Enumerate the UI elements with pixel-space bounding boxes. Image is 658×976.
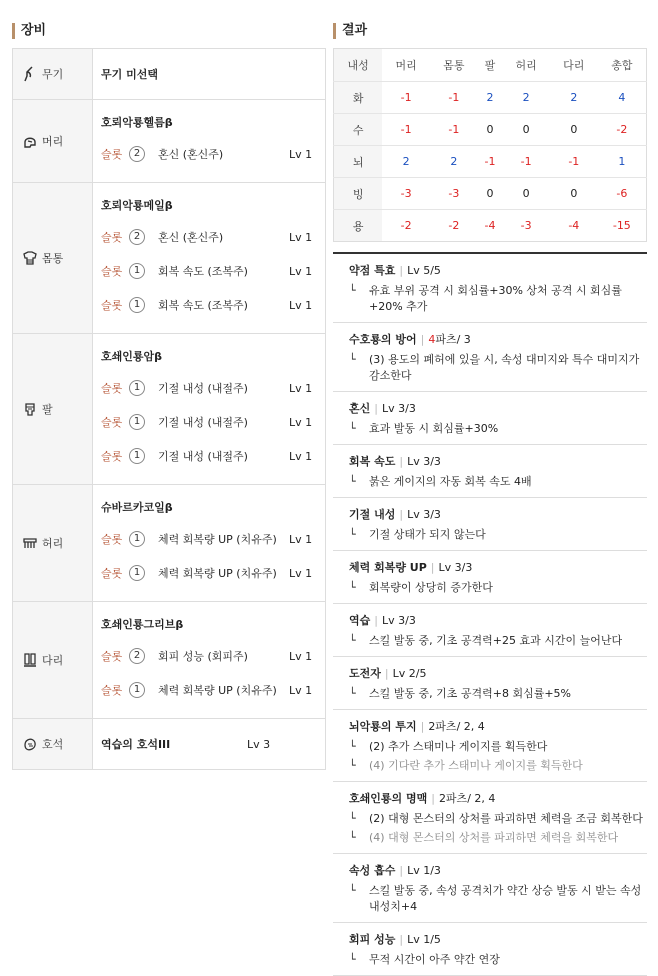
- skill-item: [333, 854, 647, 923]
- slot-skill: 회복 속도 (조복주): [158, 265, 248, 278]
- resistance-value: 2: [430, 146, 478, 178]
- skill-separator: |: [399, 455, 404, 468]
- slot-lv: Lv 1: [289, 147, 313, 161]
- skill-level: Lv 3/3: [438, 561, 473, 574]
- slot-skill: 회피 성능 (회피주): [158, 650, 248, 663]
- slot-level-badge: 2: [129, 229, 145, 245]
- skill-name: 약점 특효: [349, 264, 396, 277]
- equip-head-weapon: [13, 49, 93, 99]
- skill-description-text: 유효 부위 공격 시 회심률+30% 상처 공격 시 회심률+20% 추가: [369, 284, 622, 313]
- skill-description: [349, 739, 647, 755]
- slot-label: 슬롯: [101, 416, 123, 429]
- corner-arrow-icon: └: [349, 831, 356, 844]
- equip-row-arm[interactable]: [13, 334, 325, 485]
- corner-arrow-icon: └: [349, 353, 356, 366]
- leg-label: 다리: [42, 654, 64, 667]
- resistance-value: -2: [598, 114, 647, 146]
- gauntlet-icon: [21, 400, 39, 418]
- slot-level-badge: 1: [129, 531, 145, 547]
- slot-level-badge: 1: [129, 565, 145, 581]
- skill-header: [349, 262, 647, 280]
- body-label: 몸통: [42, 252, 64, 265]
- skill-description: [349, 952, 647, 968]
- resistance-value: 0: [502, 178, 550, 210]
- slot-level-badge: 1: [129, 414, 145, 430]
- skill-description: [349, 633, 647, 649]
- slot-lv: Lv 1: [289, 298, 313, 312]
- skill-item: [333, 604, 647, 657]
- equipment-title: 장비: [12, 22, 46, 40]
- skill-description: [349, 352, 647, 384]
- corner-arrow-icon: └: [349, 884, 356, 897]
- skill-separator: |: [431, 792, 435, 805]
- skill-description-text: (2) 추가 스태미나 게이지를 획득한다: [369, 740, 548, 753]
- result-title: 결과: [333, 22, 367, 40]
- corner-arrow-icon: └: [349, 812, 356, 825]
- equip-row-body[interactable]: [13, 183, 325, 334]
- resistance-value: -1: [478, 146, 503, 178]
- skill-name: 혼신: [349, 402, 371, 415]
- skill-separator: |: [374, 402, 378, 415]
- header-body: 몸통: [430, 49, 478, 82]
- corner-arrow-icon: └: [349, 687, 356, 700]
- skill-item: [333, 254, 647, 323]
- resistance-table: [333, 48, 647, 242]
- skill-description: [349, 830, 647, 846]
- slot-label: 슬롯: [101, 567, 123, 580]
- slot-line[interactable]: [101, 522, 325, 556]
- slot-label: 슬롯: [101, 382, 123, 395]
- resistance-value: -1: [550, 146, 598, 178]
- equip-row-leg[interactable]: [13, 602, 325, 719]
- header-waist: 허리: [502, 49, 550, 82]
- slot-label: 슬롯: [101, 299, 123, 312]
- arm-label: 팔: [42, 403, 53, 416]
- slot-lv: Lv 1: [289, 264, 313, 278]
- skill-description-text: (2) 대형 몬스터의 상처를 파괴하면 체력을 조금 회복한다: [369, 812, 643, 825]
- skill-item: [333, 392, 647, 445]
- resistance-value: -4: [550, 210, 598, 242]
- slot-line[interactable]: [101, 405, 325, 439]
- skill-parts-count: 4: [428, 333, 436, 346]
- skill-level: Lv 3/3: [407, 455, 441, 468]
- skill-name: 속성 흡수: [349, 864, 396, 877]
- skill-item: [333, 657, 647, 710]
- skill-description-text: 회복량이 상당히 증가한다: [369, 581, 493, 594]
- skill-description-text: 붉은 게이지의 자동 회복 속도 4배: [369, 475, 532, 488]
- weapon-icon: [21, 65, 39, 83]
- equip-head-waist: [13, 485, 93, 601]
- resistance-row: [334, 146, 647, 178]
- slot-line[interactable]: [101, 439, 325, 473]
- slot-lv: Lv 1: [289, 532, 313, 546]
- skill-level: 파츠/ 3: [435, 333, 471, 346]
- skill-name: 회피 성능: [349, 933, 396, 946]
- head-label: 머리: [42, 135, 64, 148]
- waist-armor-name[interactable]: 슈바르카코일β: [101, 501, 173, 514]
- waist-label: 허리: [42, 537, 64, 550]
- slot-line[interactable]: [101, 137, 325, 171]
- resistance-value: -2: [430, 210, 478, 242]
- header-arm: 팔: [478, 49, 503, 82]
- skill-description: [349, 580, 647, 596]
- corner-arrow-icon: └: [349, 759, 356, 772]
- equip-row-waist[interactable]: [13, 485, 325, 602]
- resistance-value: 2: [550, 82, 598, 114]
- skill-level: Lv 1/5: [407, 933, 441, 946]
- resistance-value: 0: [478, 114, 503, 146]
- skill-description: [349, 527, 647, 543]
- corner-arrow-icon: └: [349, 634, 356, 647]
- slot-label: 슬롯: [101, 265, 123, 278]
- skill-description: [349, 758, 647, 774]
- skill-item: [333, 710, 647, 782]
- corner-arrow-icon: └: [349, 528, 356, 541]
- equip-head-arm: [13, 334, 93, 484]
- slot-lv: Lv 1: [289, 415, 313, 429]
- skill-header: [349, 862, 647, 880]
- resistance-element: 용: [334, 210, 383, 242]
- slot-skill: 체력 회복량 UP (치유주): [158, 684, 277, 697]
- skill-level: Lv 2/5: [392, 667, 427, 680]
- charm-icon: [21, 735, 39, 753]
- slot-line[interactable]: [101, 288, 325, 322]
- resistance-value: 2: [382, 146, 430, 178]
- skill-item: [333, 445, 647, 498]
- header-resist: 내성: [334, 49, 383, 82]
- resistance-header-row: [334, 49, 647, 82]
- slot-level-badge: 1: [129, 297, 145, 313]
- skill-separator: |: [420, 720, 425, 733]
- resistance-value: 0: [502, 114, 550, 146]
- chest-armor-icon: [21, 249, 39, 267]
- slot-skill: 체력 회복량 UP (치유주): [158, 567, 277, 580]
- slot-skill: 회복 속도 (조복주): [158, 299, 248, 312]
- corner-arrow-icon: └: [349, 953, 356, 966]
- resistance-element: 빙: [334, 178, 383, 210]
- body-armor-name[interactable]: 호뢰악룡메일β: [101, 199, 173, 212]
- corner-arrow-icon: └: [349, 475, 356, 488]
- skill-name: 뇌악룡의 투지: [349, 720, 417, 733]
- slot-level-badge: 1: [129, 448, 145, 464]
- corner-arrow-icon: └: [349, 284, 356, 297]
- resistance-value: -1: [382, 82, 430, 114]
- header-head: 머리: [382, 49, 430, 82]
- skill-list: [333, 252, 647, 976]
- skill-header: [349, 400, 647, 418]
- header-leg: 다리: [550, 49, 598, 82]
- skill-item: [333, 498, 647, 551]
- resistance-value: -3: [502, 210, 550, 242]
- equip-row-charm[interactable]: [13, 719, 325, 770]
- skill-level: Lv 3/3: [381, 614, 416, 627]
- slot-label: 슬롯: [101, 148, 123, 161]
- skill-level: 2파츠/ 2, 4: [428, 720, 485, 733]
- skill-name: 도전자: [349, 667, 381, 680]
- resistance-value: -15: [598, 210, 647, 242]
- skill-description: [349, 283, 647, 315]
- skill-description: [349, 686, 647, 702]
- skill-description: [349, 883, 647, 915]
- resistance-value: -1: [430, 82, 478, 114]
- equip-head-body: [13, 183, 93, 333]
- resistance-element: 수: [334, 114, 383, 146]
- resistance-value: 0: [550, 178, 598, 210]
- skill-description-text: 스킬 발동 중, 기초 공격력+25 효과 시간이 늘어난다: [369, 634, 623, 647]
- resistance-value: 0: [550, 114, 598, 146]
- resistance-row: [334, 178, 647, 210]
- slot-label: 슬롯: [101, 650, 123, 663]
- resistance-value: -3: [430, 178, 478, 210]
- slot-label: 슬롯: [101, 450, 123, 463]
- resistance-value: 1: [598, 146, 647, 178]
- skill-description-text: (4) 대형 몬스터의 상처를 파괴하면 체력을 회복한다: [369, 831, 619, 844]
- equip-row-weapon[interactable]: [13, 49, 325, 100]
- skill-description-text: 무적 시간이 아주 약간 연장: [369, 953, 500, 966]
- skill-header: [349, 506, 647, 524]
- leg-armor-name[interactable]: 호쇄인룡그리브β: [101, 618, 184, 631]
- resistance-value: -1: [382, 114, 430, 146]
- head-armor-name[interactable]: 호뢰악룡헬름β: [101, 116, 173, 129]
- skill-header: [349, 931, 647, 949]
- skill-level: Lv 3/3: [381, 402, 416, 415]
- skill-level: Lv 3/3: [407, 508, 441, 521]
- resistance-value: -2: [382, 210, 430, 242]
- skill-description-text: 기절 상태가 되지 않는다: [369, 528, 486, 541]
- slot-lv: Lv 1: [289, 649, 313, 663]
- skill-description-text: (3) 용도의 폐허에 있을 시, 속성 대미지와 특수 대미지가 감소한다: [369, 353, 640, 382]
- skill-item: [333, 923, 647, 976]
- slot-lv: Lv 1: [289, 566, 313, 580]
- resistance-value: -1: [502, 146, 550, 178]
- helmet-icon: [21, 132, 39, 150]
- resistance-value: -6: [598, 178, 647, 210]
- resistance-value: 0: [478, 178, 503, 210]
- slot-level-badge: 1: [129, 380, 145, 396]
- weapon-name[interactable]: 무기 미선택: [101, 68, 158, 81]
- corner-arrow-icon: └: [349, 740, 356, 753]
- slot-skill: 기절 내성 (내절주): [158, 450, 248, 463]
- slot-line[interactable]: [101, 556, 325, 590]
- equip-head-head: [13, 100, 93, 182]
- skill-separator: |: [384, 667, 389, 680]
- skill-description-text: 스킬 발동 중, 기초 공격력+8 회심률+5%: [369, 687, 571, 700]
- resistance-element: 뇌: [334, 146, 383, 178]
- slot-skill: 혼신 (혼신주): [158, 148, 224, 161]
- resistance-value: -3: [382, 178, 430, 210]
- skill-header: [349, 331, 647, 349]
- resistance-row: [334, 114, 647, 146]
- skill-item: [333, 782, 647, 854]
- slot-line[interactable]: [101, 639, 325, 673]
- slot-lv: Lv 1: [289, 449, 313, 463]
- corner-arrow-icon: └: [349, 581, 356, 594]
- slot-skill: 체력 회복량 UP (치유주): [158, 533, 277, 546]
- skill-description-text: (4) 기다란 추가 스태미나 게이지를 획득한다: [369, 759, 583, 772]
- skill-separator: |: [399, 864, 404, 877]
- skill-item: [333, 323, 647, 392]
- resistance-element: 화: [334, 82, 383, 114]
- skill-description: [349, 421, 647, 437]
- resistance-row: [334, 82, 647, 114]
- skill-name: 회복 속도: [349, 455, 396, 468]
- slot-label: 슬롯: [101, 231, 123, 244]
- arm-armor-name[interactable]: 호쇄인룡암β: [101, 350, 163, 363]
- slot-line[interactable]: [101, 254, 325, 288]
- belt-icon: [21, 534, 39, 552]
- skill-level: Lv 5/5: [407, 264, 441, 277]
- slot-line[interactable]: [101, 371, 325, 405]
- corner-arrow-icon: └: [349, 422, 356, 435]
- skill-header: [349, 559, 647, 577]
- slot-lv: Lv 1: [289, 230, 313, 244]
- equip-head-charm: [13, 719, 93, 769]
- skill-level: 2파츠/ 2, 4: [438, 792, 496, 805]
- skill-separator: |: [430, 561, 435, 574]
- charm-lv: Lv 3: [247, 737, 271, 751]
- slot-level-badge: 1: [129, 682, 145, 698]
- resistance-row: [334, 210, 647, 242]
- skill-separator: |: [399, 933, 404, 946]
- skill-header: [349, 612, 647, 630]
- resistance-value: 2: [502, 82, 550, 114]
- skill-description-text: 효과 발동 시 회심률+30%: [369, 422, 499, 435]
- equip-head-leg: [13, 602, 93, 718]
- skill-level: Lv 1/3: [407, 864, 441, 877]
- slot-level-badge: 2: [129, 146, 145, 162]
- skill-separator: |: [399, 508, 404, 521]
- skill-separator: |: [374, 614, 378, 627]
- skill-name: 호쇄인룡의 명맥: [349, 792, 428, 805]
- skill-item: [333, 551, 647, 604]
- equipment-panel: [12, 48, 326, 770]
- skill-separator: |: [399, 264, 404, 277]
- slot-label: 슬롯: [101, 533, 123, 546]
- slot-line[interactable]: [101, 673, 325, 707]
- resistance-value: 4: [598, 82, 647, 114]
- header-total: 총합: [598, 49, 647, 82]
- skill-header: [349, 790, 647, 808]
- slot-skill: 기절 내성 (내절주): [158, 416, 248, 429]
- resistance-value: 2: [478, 82, 503, 114]
- slot-lv: Lv 1: [289, 683, 313, 697]
- skill-header: [349, 665, 647, 683]
- skill-header: [349, 718, 647, 736]
- skill-name: 체력 회복량 UP: [349, 561, 427, 574]
- slot-level-badge: 1: [129, 263, 145, 279]
- skill-name: 역습: [349, 614, 371, 627]
- weapon-label: 무기: [42, 68, 64, 81]
- skill-description: [349, 474, 647, 490]
- skill-header: [349, 453, 647, 471]
- charm-name[interactable]: 역습의 호석III: [101, 738, 171, 751]
- skill-description-text: 스킬 발동 중, 속성 공격치가 약간 상승 발동 시 받는 속성 내성치+4: [369, 884, 642, 913]
- slot-lv: Lv 1: [289, 381, 313, 395]
- slot-line[interactable]: [101, 220, 325, 254]
- greaves-icon: [21, 651, 39, 669]
- equip-row-head[interactable]: [13, 100, 325, 183]
- skill-separator: |: [420, 333, 425, 346]
- slot-level-badge: 2: [129, 648, 145, 664]
- resistance-value: -4: [478, 210, 503, 242]
- resistance-value: -1: [430, 114, 478, 146]
- slot-skill: 혼신 (혼신주): [158, 231, 224, 244]
- skill-name: 수호룡의 방어: [349, 333, 417, 346]
- slot-label: 슬롯: [101, 684, 123, 697]
- slot-skill: 기절 내성 (내절주): [158, 382, 248, 395]
- skill-name: 기절 내성: [349, 508, 396, 521]
- charm-label: 호석: [42, 738, 64, 751]
- skill-description: [349, 811, 647, 827]
